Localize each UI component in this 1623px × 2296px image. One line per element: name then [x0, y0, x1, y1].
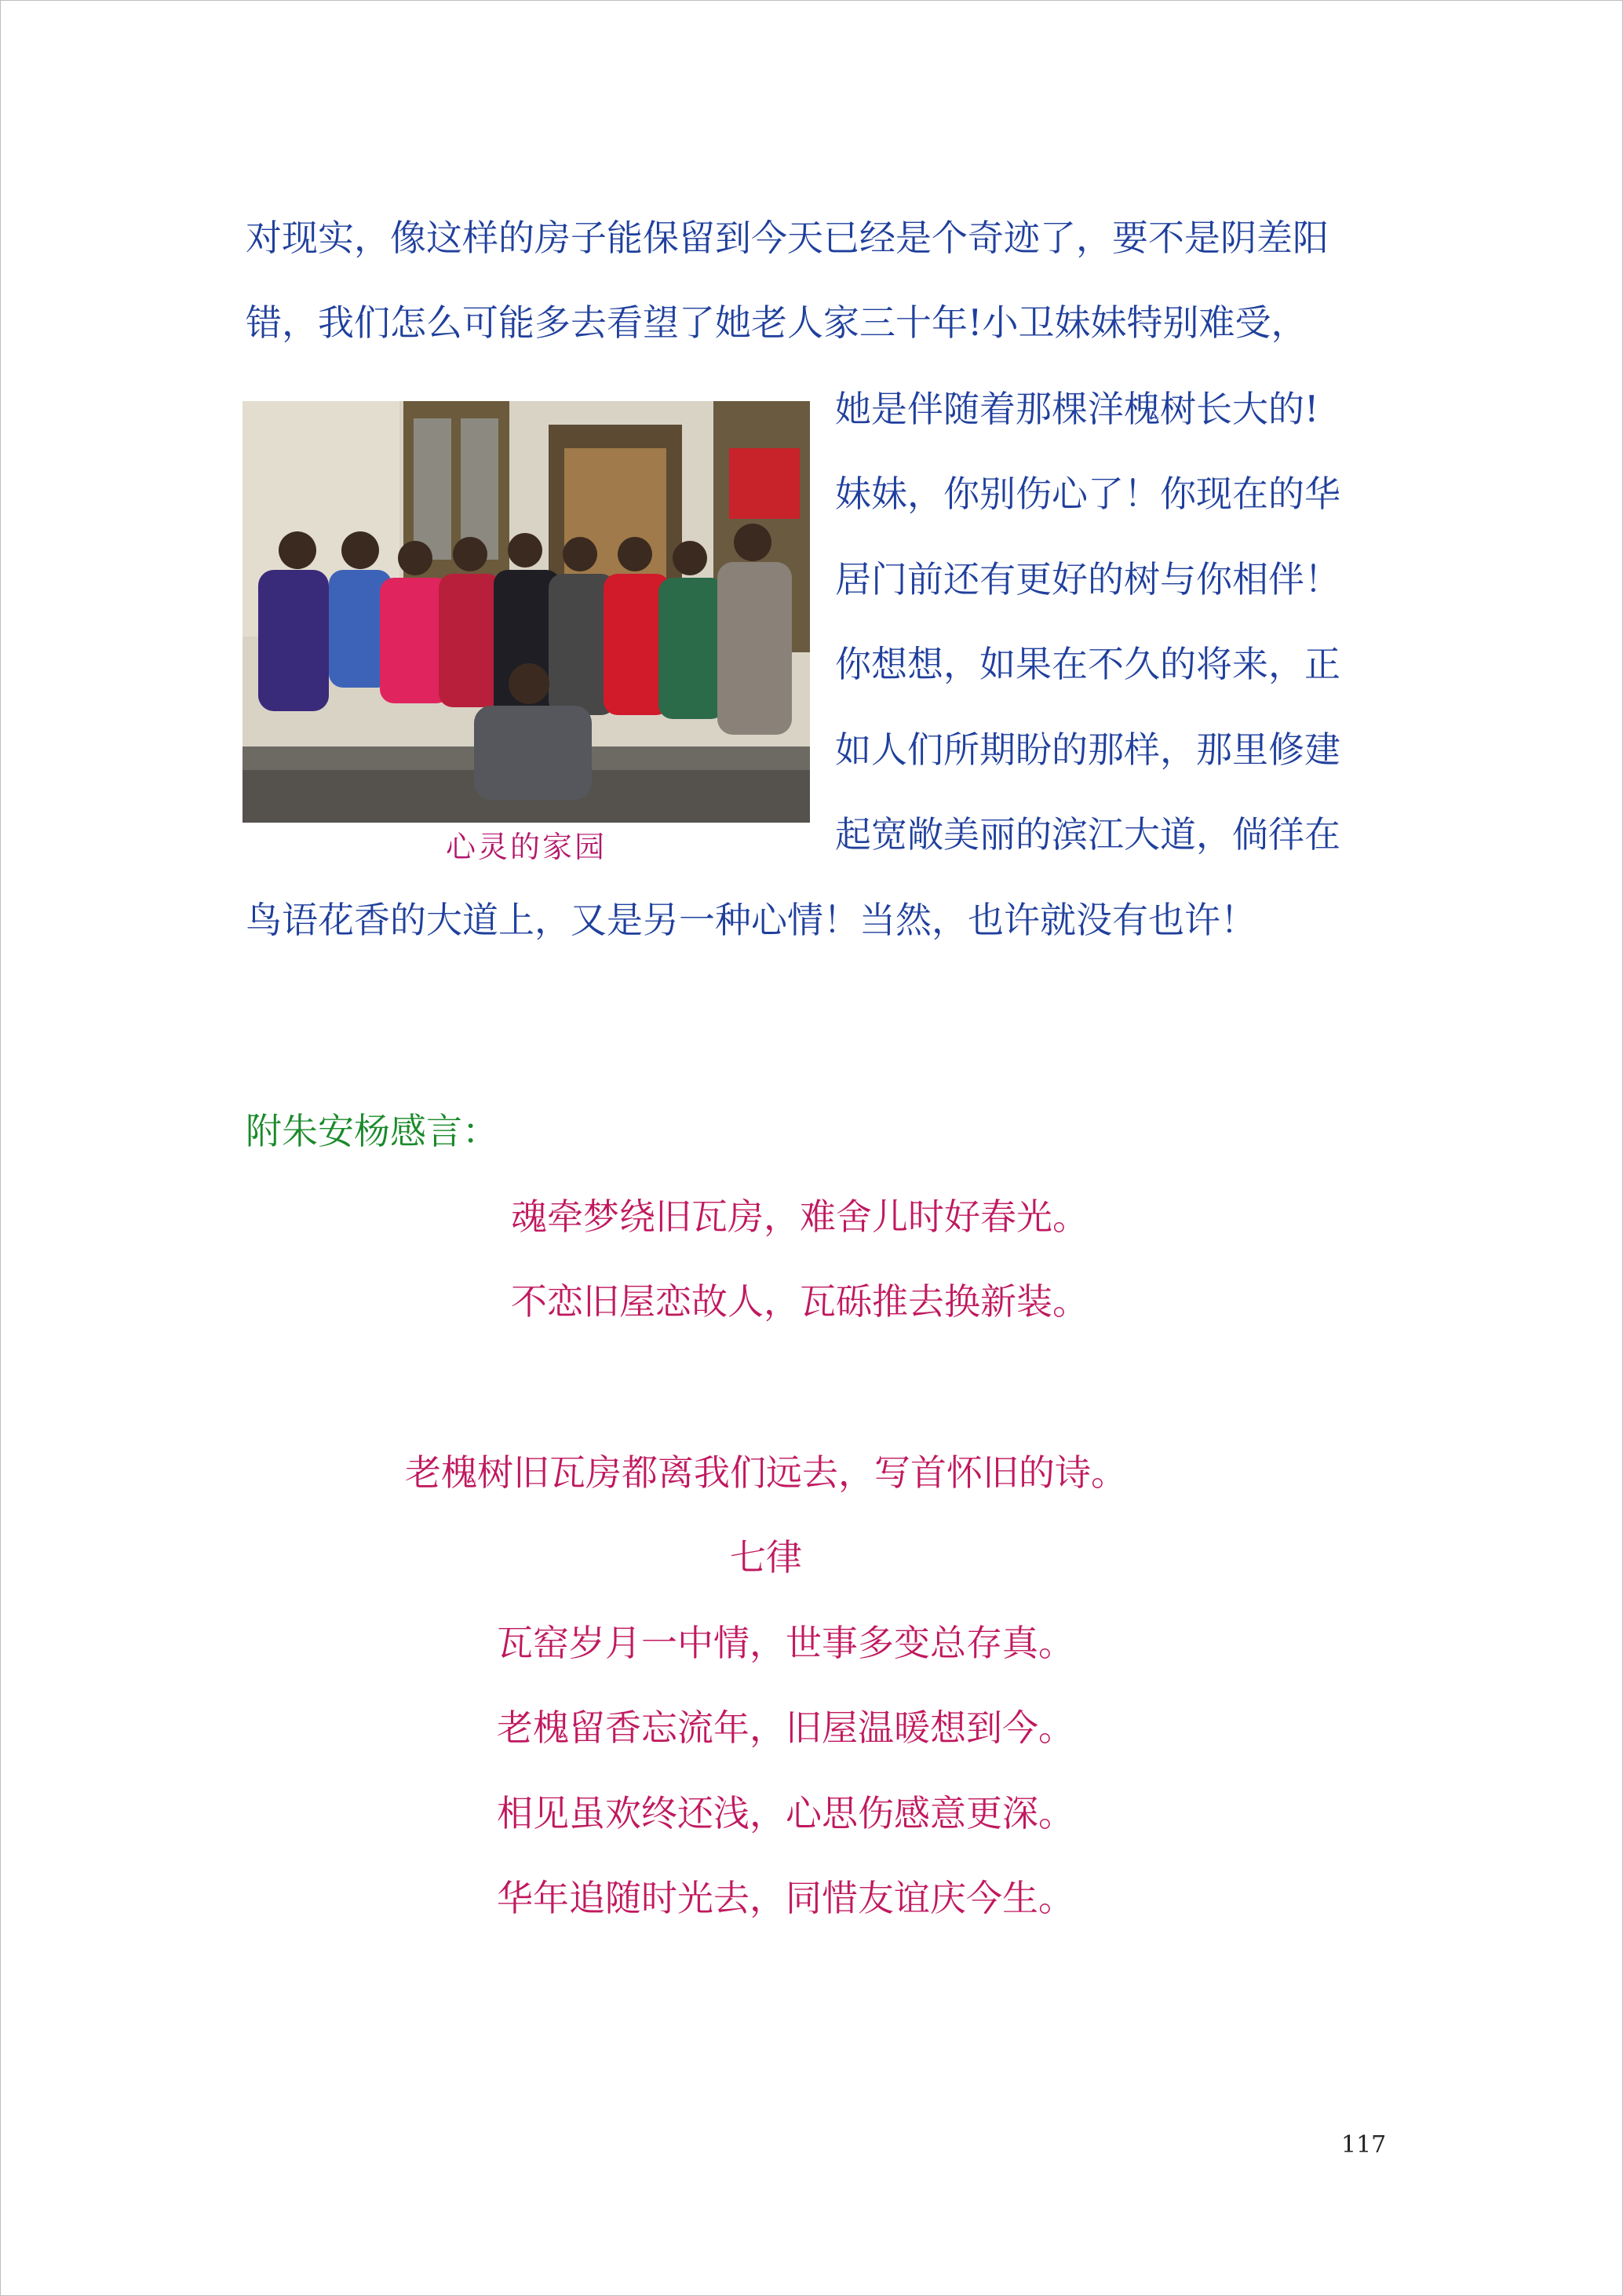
- page-number: 117: [1341, 2131, 1387, 2159]
- poem-line-3: 相见虽欢终还浅，心思伤感意更深。: [497, 1792, 1074, 1834]
- photo-caption: 心灵的家园: [445, 830, 607, 864]
- body-right-line-2: 妹妹，你别伤心了！你现在的华: [835, 473, 1340, 515]
- couplet-line-1: 魂牵梦绕旧瓦房，难舍儿时好春光。: [511, 1195, 1089, 1238]
- body-right-line-3: 居门前还有更好的树与你相伴！: [835, 558, 1340, 600]
- poem-line-1: 瓦窑岁月一中情，世事多变总存真。: [497, 1622, 1074, 1664]
- body-right-line-1: 她是伴随着那棵洋槐树长大的!: [835, 388, 1319, 430]
- poem-intro: 老槐树旧瓦房都离我们远去，写首怀旧的诗。: [405, 1451, 1127, 1494]
- body-right-line-4: 你想想，如果在不久的将来，正: [835, 643, 1340, 685]
- poem-line-4: 华年追随时光去，同惜友谊庆今生。: [497, 1877, 1074, 1919]
- body-right-line-6: 起宽敞美丽的滨江大道，倘徉在: [835, 813, 1340, 856]
- body-right-line-5: 如人们所期盼的那样，那里修建: [835, 728, 1340, 771]
- poem-line-2: 老槐留香忘流年，旧屋温暖想到今。: [497, 1706, 1074, 1749]
- body-line-last: 鸟语花香的大道上，又是另一种心情！当然，也许就没有也许！: [246, 899, 1256, 941]
- poem-title: 七律: [730, 1536, 802, 1579]
- group-photo-illustration: [243, 401, 810, 823]
- group-photo: [243, 401, 810, 823]
- couplet-line-2: 不恋旧屋恋故人，瓦砾推去换新装。: [511, 1280, 1089, 1323]
- body-line-1: 对现实，像这样的房子能保留到今天已经是个奇迹了，要不是阴差阳: [246, 217, 1329, 259]
- body-line-2: 错，我们怎么可能多去看望了她老人家三十年!小卫妹妹特别难受，: [246, 301, 1308, 344]
- appendix-heading: 附朱安杨感言：: [246, 1110, 498, 1152]
